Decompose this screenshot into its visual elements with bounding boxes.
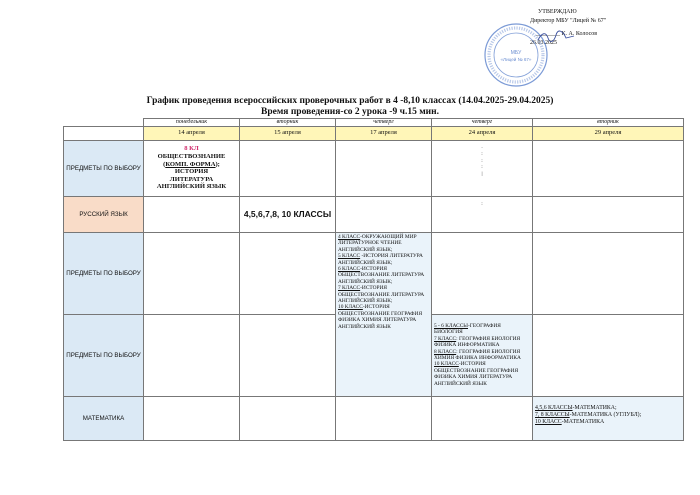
- apr17-block: 4 КЛАСС-ОКРУЖАЮЩИЙ МИР ЛИТЕРАТУРНОЕ ЧТЕНИЕ АНГЛИЙСКИЙ ЯЗЫК; 5 КЛАСС -ИСТОРИЯ ЛИТЕРАТУРА АНГЛИЙСКИЙ ЯЗЫК; 6 КЛАСС-ИСТОРИЯ ОБЩЕСТВОЗНАНИЕ ЛИТЕРАТУРА АНГЛИЙСКИЙ ЯЗЫК; 7 КЛАСС-ИСТОРИЯ ОБЩЕСТВОЗНАНИЕ ЛИТЕРАТУРА АНГЛИЙСКИЙ ЯЗЫК; 10 КЛАСС-ИСТОРИЯ ОБЩЕСТВОЗНАНИЕ ГЕОГРАФИЯ ФИЗИКА ХИМИЯ ЛИТЕРАТУРА АНГЛИЙСКИЙ ЯЗЫК: [336, 233, 432, 397]
- subject-label: РУССКИЙ ЯЗЫК: [64, 197, 144, 233]
- date-cell: 14 апреля: [144, 127, 240, 141]
- apr24-block: 5 - 6 КЛАССЫ-ГЕОГРАФИЯ БИОЛОГИЯ 7 КЛАСС: ГЕОГРАФИЯ БИОЛОГИЯ ФИЗИКА ИНФОРМАТИКА 8 КЛАСС: ГЕОГРАФИЯ БИОЛОГИЯ ХИМИЯ ФИЗИКА ИНФОРМАТИКА 10 КЛАСС-ИСТОРИЯ ОБЩЕСТВОЗНАНИЕ ГЕОГРАФИЯ ФИЗИКА ХИМИЯ ЛИТЕРАТУРА АНГЛИЙСКИЙ ЯЗЫК: [432, 315, 533, 397]
- date-cell: 15 апреля: [240, 127, 336, 141]
- approval-title: УТВЕРЖДАЮ: [538, 9, 577, 15]
- table-row: [64, 197, 684, 233]
- table-row: [64, 397, 684, 441]
- svg-text:МБУ: МБУ: [510, 50, 522, 56]
- weekday-row: [64, 119, 684, 127]
- signature: [536, 30, 576, 44]
- table-row: [64, 233, 684, 315]
- date-cell: 17 апреля: [336, 127, 432, 141]
- weekday-cell: четверг: [336, 119, 432, 127]
- approval-date: 26.03.2025: [530, 40, 557, 46]
- subject-item: АНГЛИЙСКИЙ ЯЗЫК: [156, 183, 227, 191]
- weekday-cell: вторник: [533, 119, 684, 127]
- grade8-cell: 8 КЛ ОБЩЕСТВОЗНАНИЕ (КОМП. ФОРМА); ИСТОРИЯ ЛИТЕРАТУРА АНГЛИЙСКИЙ ЯЗЫК: [144, 141, 240, 197]
- weekday-cell: вторник: [240, 119, 336, 127]
- page-subtitle: Время проведения-со 2 урока -9 ч.15 мин.: [261, 107, 439, 117]
- russian-classes: 4,5,6,7,8, 10 КЛАССЫ: [240, 197, 336, 233]
- page-title: График проведения всероссийских проверочных работ в 4 -8,10 классах (14.04.2025-29.04.2025): [146, 96, 554, 106]
- subject-label: МАТЕМАТИКА: [64, 397, 144, 441]
- subject-item: ОБЩЕСТВОЗНАНИЕ: [157, 153, 226, 160]
- date-cell: 29 апреля: [533, 127, 684, 141]
- dotted-marks: :: [432, 197, 533, 233]
- table-row: [64, 141, 684, 197]
- approval-position: Директор МБУ "Лицей № 67": [530, 18, 607, 24]
- weekday-cell: понедельник: [144, 119, 240, 127]
- svg-text:«Лицей № 67»: «Лицей № 67»: [500, 57, 532, 62]
- subject-label: ПРЕДМЕТЫ ПО ВЫБОРУ: [64, 233, 144, 315]
- date-cell: 24 апреля: [432, 127, 533, 141]
- weekday-cell: четверг: [432, 119, 533, 127]
- dotted-marks: · : : : |: [432, 141, 533, 197]
- subject-note: КОМП. ФОРМА: [165, 160, 216, 168]
- schedule-table: [63, 118, 684, 441]
- date-row: [64, 127, 684, 141]
- subject-item: ЛИТЕРАТУРА: [169, 175, 214, 183]
- grade-label: 8 КЛ: [184, 145, 199, 152]
- subject-label: ПРЕДМЕТЫ ПО ВЫБОРУ: [64, 141, 144, 197]
- approval-signer: ________ К. А. Колосов: [536, 31, 598, 37]
- subject-label: ПРЕДМЕТЫ ПО ВЫБОРУ: [64, 315, 144, 397]
- subject-item: ИСТОРИЯ: [174, 168, 209, 176]
- math-block: 4,5,6 КЛАССЫ-МАТЕМАТИКА; 7, 8 КЛАССЫ-МАТЕМАТИКА (УГЛУБЛ); 10 КЛАСС-МАТЕМАТИКА: [533, 397, 684, 441]
